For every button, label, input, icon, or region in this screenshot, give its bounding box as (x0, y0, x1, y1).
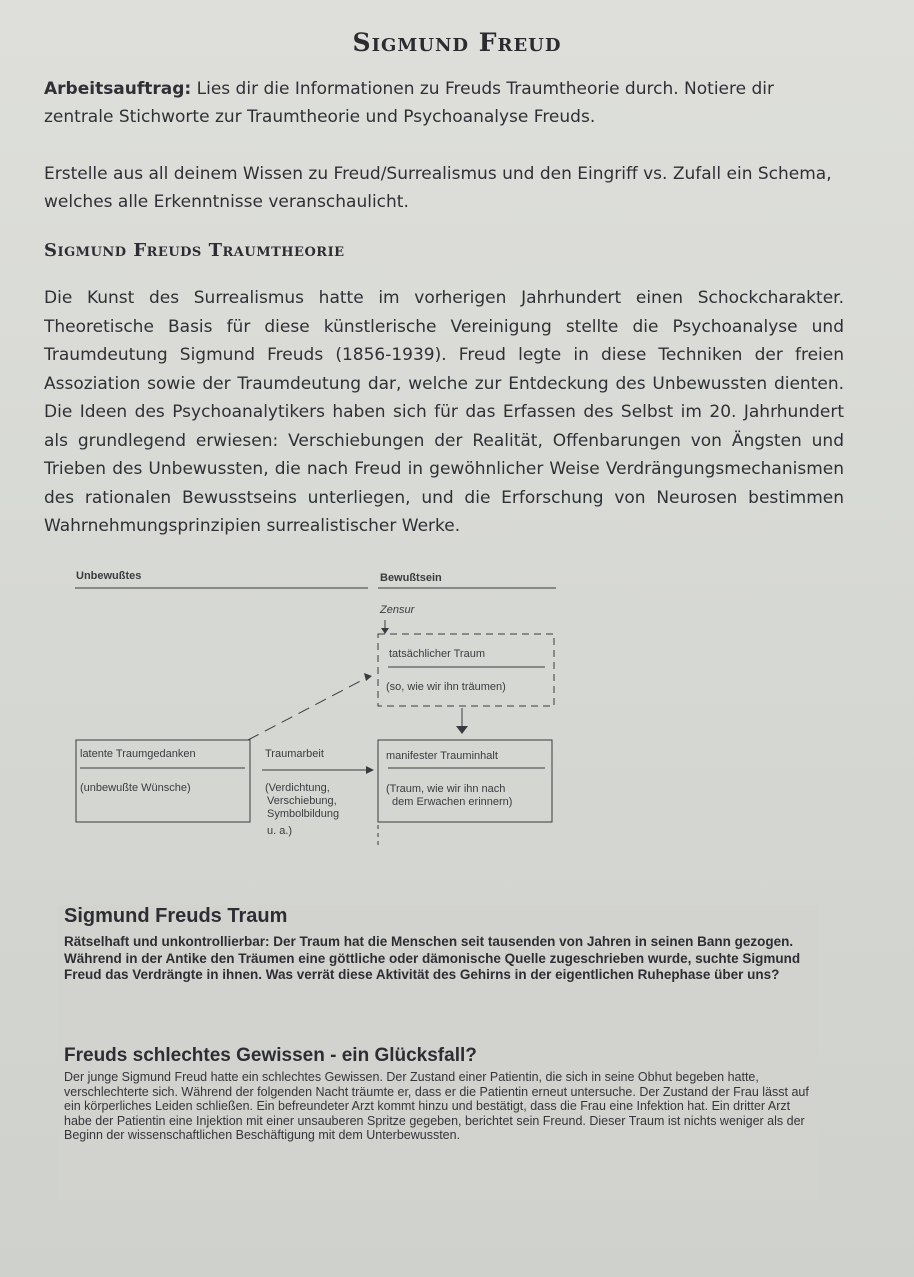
manifester-label: manifester Trauminhalt (386, 750, 498, 762)
page-title: Sigmund Freud (352, 28, 562, 57)
gewissen-text: Der junge Sigmund Freud hatte ein schlechtes Gewissen. Der Zustand einer Patientin, die sich in seine Obhut begeben hatte, verschlechterte sich. Während der folgenden Nacht träumte er, dass er die Patientin erneut untersuche. Der Zustand der Frau lässt auf ein körperliches Leiden schließen. Ein befreundeter Arzt kommt hinzu und bestätigt, dass die Frau eine Infektion hat. Ein dritter Arzt habe der Patientin eine Injektion mit einer unsauberen Spritze gegeben, berichtet sein Freund. Dieser Traum ist nichts weniger als der Beginn der wissenschaftlichen Beschäftigung mit dem Unterbewussten. (64, 1070, 809, 1142)
task-paragraph (44, 75, 844, 131)
verschiebung-label: Verschiebung, (267, 795, 337, 807)
task-text: Lies dir die Informationen zu Freuds Traumtheorie durch. Notiere dir zentrale Stichworte zur Traumtheorie und Psychoanalyse Freuds. (44, 79, 774, 127)
tatsaechlicher-traum-box (378, 634, 554, 706)
zensur-arrowhead (381, 628, 389, 634)
symbolbildung-label: Symbolbildung (267, 808, 340, 820)
latente-label: latente Traumgedanken (80, 748, 196, 760)
section-title: Sigmund Freuds Traumtheorie (44, 240, 345, 261)
unbewusstes-label: Unbewußtes (76, 570, 142, 582)
bewusstsein-label: Bewußtsein (380, 572, 442, 584)
tatsaechlicher-traum-label: tatsächlicher Traum (389, 648, 485, 660)
verdichtung-label: (Verdichtung, (265, 782, 330, 794)
traumarbeit-label: Traumarbeit (265, 748, 324, 760)
zensur-label: Zensur (380, 604, 415, 616)
task-second-paragraph: Erstelle aus all deinem Wissen zu Freud/Surrealismus und den Eingriff vs. Zufall ein Schema, welches alle Erkenntnisse veranschaulicht. (44, 164, 832, 212)
dem-erwachen-label: dem Erwachen erinnern) (392, 796, 513, 808)
traum-wie-label: (Traum, wie wir ihn nach (386, 783, 506, 795)
gewissen-title: Freuds schlechtes Gewissen - ein Glücksfall? (64, 1045, 477, 1066)
section-body: Die Kunst des Surrealismus hatte im vorherigen Jahrhundert einen Schockcharakter. Theoretische Basis für diese künstlerische Vereinigung stellte die Psychoanalyse und Traumdeutung Sigmund Freuds (1856-1939). Freud legte in diese Techniken der freien Assoziation sowie der Traumdeutung dar, welche zur Entdeckung des Unbewussten dienten. Die Ideen des Psychoanalytikers haben sich für das Erfassen des Selbst im 20. Jahrhundert als grundlegend erwiesen: Verschiebungen der Realität, Offenbarungen von Ängsten und Trieben des Unbewussten, die nach Freud in gewöhnlicher Weise Verdrängungsmechanismen des rationalen Bewusstseins unterliegen, und die Erforschung von Neurosen bestimmen Wahrnehmungsprinzipien surrealistischer Werke. (44, 288, 844, 536)
freuds-traum-text: Rätselhaft und unkontrollierbar: Der Traum hat die Menschen seit tausenden von Jahren in seinen Bann gezogen. Während in der Antike den Träumen eine göttliche oder dämonische Quelle zugeschrieben wurde, suchte Sigmund Freud das Verdrängte in ihnen. Was verrät diese Aktivität des Gehirns in der eigentlichen Ruhephase über uns? (64, 934, 801, 982)
unbewusste-wuensche-label: (unbewußte Wünsche) (80, 782, 191, 794)
ua-label: u. a.) (267, 825, 293, 837)
diagonal-arrowhead (364, 673, 372, 681)
freuds-traum-title: Sigmund Freuds Traum (64, 905, 288, 927)
down-arrowhead (456, 726, 468, 734)
task-label: Arbeitsauftrag: (44, 79, 192, 99)
traumarbeit-arrowhead (366, 766, 374, 774)
so-wie-label: (so, wie wir ihn träumen) (386, 681, 506, 693)
dashed-diagonal (248, 676, 370, 740)
